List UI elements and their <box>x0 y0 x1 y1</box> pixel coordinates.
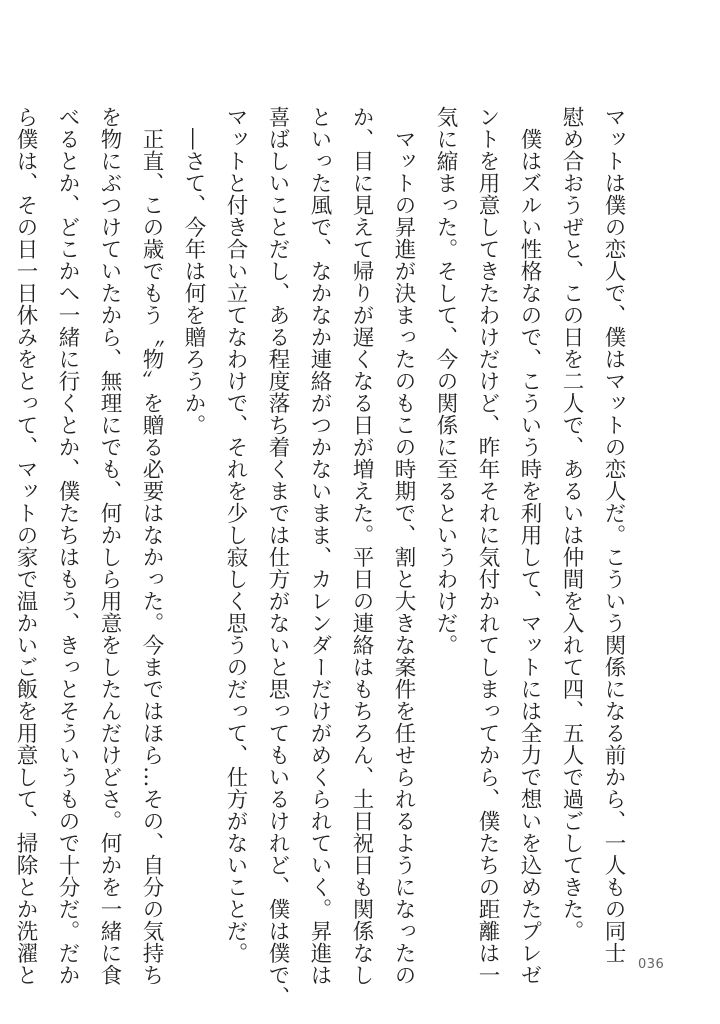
text-line: 喜ばしいことだし、ある程度落ち着くまでは仕方がないと思ってもいるけれど、僕は僕で、 <box>265 106 290 1008</box>
text-line: 慰め合おうぜと、この日を二人で、あるいは仲間を入れて四、五人で過ごしてきた。 <box>559 106 584 942</box>
text-line: べるとか、どこかへ一緒に行くとか、僕たちはもう、きっとそういうもので十分だ。だか <box>55 106 80 986</box>
text-line: を物にぶつけていたから、無理にでも、何かしら用意をしたんだけどさ。何かを一緒に食 <box>97 106 122 986</box>
text-line <box>0 106 4 896</box>
text-line: 僕はズルい性格なので、こういう時を利用して、マットには全力で想いを込めたプレゼ <box>517 106 542 986</box>
vertical-text-body <box>0 106 634 1008</box>
text-line: 正直、この歳でもう〝物〟を贈る必要はなかった。今まではほら…その、自分の気持ち <box>139 106 164 986</box>
text-line: マットの昇進が決まったのもこの時期で、割と大きな案件を任せられるようになったの <box>391 106 416 986</box>
text-line: マットと付き合い立てなわけで、それを少し寂しく思うのだって、仕方がないことだ。 <box>223 106 248 964</box>
text-line: ら僕は、その日一日休みをとって、マットの家で温かいご飯を用意して、掃除とか洗濯と <box>13 106 38 986</box>
text-line: といった風で、なかなか連絡がつかないまま、カレンダーだけがめくられていく。昇進は <box>307 106 332 986</box>
text-line: マットは僕の恋人で、僕はマットの恋人だ。こういう関係になる前から、一人もの同士 <box>601 106 626 964</box>
text-line: ―さて、今年は何を贈ろうか。 <box>181 106 206 436</box>
page-number: 036 <box>638 957 665 972</box>
text-line: 気に縮まった。そして、今の関係に至るというわけだ。 <box>433 106 458 656</box>
text-line: か、目に見えて帰りが遅くなる日が増えた。平日の連絡はもちろん、土日祝日も関係なし <box>349 106 374 986</box>
text-line: ントを用意してきたわけだけど、昨年それに気付かれてしまってから、僕たちの距離は一 <box>475 106 500 986</box>
